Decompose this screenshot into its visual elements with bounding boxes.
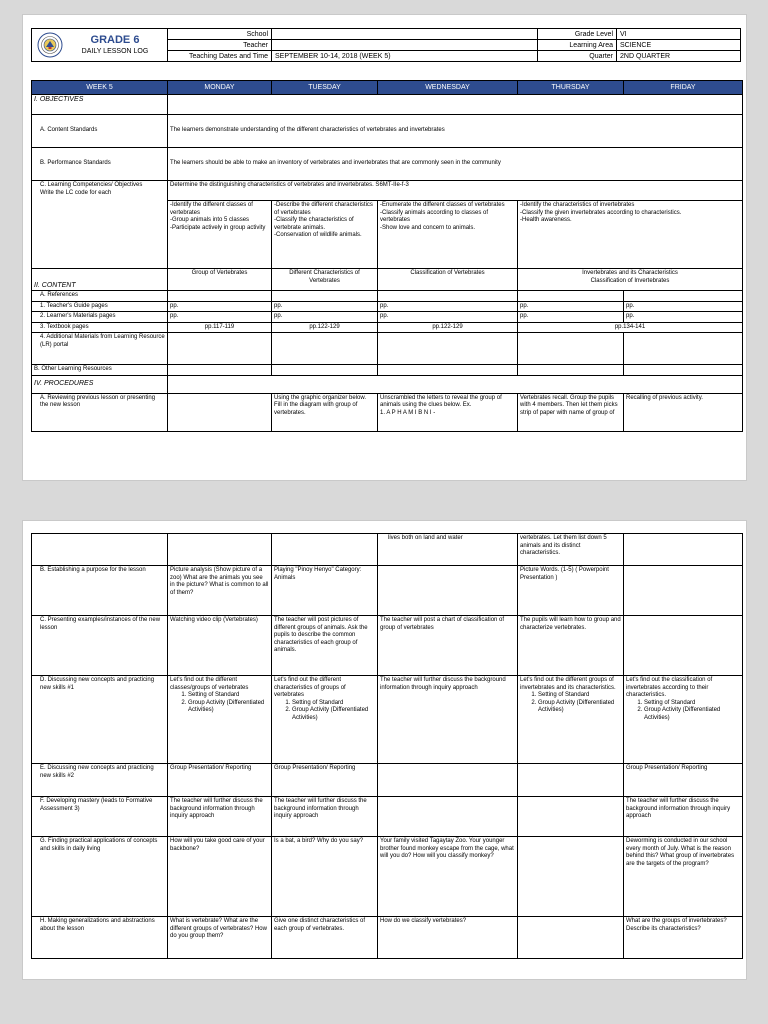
list-item: 2. Group Activity (Differentiated Activities) <box>188 700 269 715</box>
tg-tuesday: pp. <box>272 301 378 312</box>
procedure-c-tuesday: The teacher will post pictures of different groups of animals. Ask the pupils to describe the common characteristics of each group of animals. <box>272 616 378 676</box>
list-item: 2. Group Activity (Differentiated Activities) <box>292 707 375 722</box>
objectives-wednesday <box>378 201 518 269</box>
procedure-b-label: B. Establishing a purpose for the lesson <box>32 566 168 616</box>
procedure-d-wednesday: The teacher will further discuss the background information through inquiry approach <box>378 676 518 764</box>
page-2 <box>22 520 747 980</box>
competencies-text: Determine the distinguishing characteristics of vertebrates and invertebrates. S6MT-IIe-f-3 <box>168 181 743 201</box>
procedure-g-wednesday: Your family visited Tagaytay Zoo. Your younger brother found monkey escape from the cage, what will you do? How will you classify monkey? <box>378 837 518 917</box>
procedure-c-label: C. Presenting examples/instances of the new lesson <box>32 616 168 676</box>
procedure-d-thu-text: Let's find out the different groups of invertebrates and its characteristics. <box>520 677 616 691</box>
objective-item: -Classify the given invertebrates according to characteristics. <box>520 209 682 216</box>
tg-thursday: pp. <box>518 301 624 312</box>
content-standards-label: A. Content Standards <box>32 115 168 148</box>
lm-monday: pp. <box>168 312 272 323</box>
quarter-label: Quarter <box>538 51 617 62</box>
lm-wednesday: pp. <box>378 312 518 323</box>
procedure-a-friday: Recalling of previous activity. <box>624 393 743 431</box>
list-item: 1. Setting of Standard <box>644 700 740 708</box>
lm-pages-label: 2. Learner's Materials pages <box>32 312 168 323</box>
procedure-d-monday <box>168 676 272 764</box>
tb-tuesday: pp.122-129 <box>272 322 378 333</box>
objective-item: -Health awareness. <box>520 217 572 223</box>
quarter-value: 2ND QUARTER <box>617 51 741 62</box>
lm-tuesday: pp. <box>272 312 378 323</box>
procedure-e-friday: Group Presentation/ Reporting <box>624 764 743 797</box>
week-header: WEEK 5 <box>32 81 168 95</box>
competencies-label <box>32 181 168 269</box>
procedure-g-tuesday: Is a bat, a bird? Why do you say? <box>272 837 378 917</box>
content-monday: Group of Vertebrates <box>168 269 272 291</box>
friday-header: FRIDAY <box>624 81 743 95</box>
learning-area-label: Learning Area <box>538 40 617 51</box>
procedure-f-tuesday: The teacher will further discuss the background information through inquiry approach <box>272 797 378 837</box>
dates-label: Teaching Dates and Time <box>168 51 272 62</box>
objectives-thursday <box>518 201 743 269</box>
procedure-f-label: F. Developing mastery (leads to Formative Assessment 3) <box>32 797 168 837</box>
procedure-h-monday: What is vertebrate? What are the different groups of vertebrates? How do you group them? <box>168 917 272 959</box>
tg-pages-label: 1. Teacher's Guide pages <box>32 301 168 312</box>
deped-seal-icon <box>37 32 63 58</box>
procedure-b-monday: Picture analysis (Show picture of a zoo) What are the animals you see in the picture? What is common to all of them? <box>168 566 272 616</box>
objective-item: -Enumerate the different classes of vertebrates <box>380 202 505 208</box>
procedure-c-wednesday: The teacher will post a chart of classification of group of vertebrates <box>378 616 518 676</box>
logo-cell <box>32 29 168 62</box>
tb-thursday-friday: pp.134-141 <box>518 322 743 333</box>
thursday-header: THURSDAY <box>518 81 624 95</box>
objective-item: -Classify the characteristics of vertebrate animals. <box>274 217 354 231</box>
objectives-heading: I. OBJECTIVES <box>32 95 168 115</box>
procedure-h-tuesday: Give one distinct characteristics of each group of vertebrates. <box>272 917 378 959</box>
objective-item: -Participate actively in group activity <box>170 224 266 231</box>
list-item: 1. Setting of Standard <box>292 700 375 708</box>
competencies-sub: Write the LC code for each <box>40 189 112 196</box>
procedures-heading: IV. PROCEDURES <box>32 375 168 393</box>
dates-value: SEPTEMBER 10-14, 2018 (WEEK 5) <box>272 51 538 62</box>
procedure-a-tuesday: Using the graphic organizer below. Fill in the diagram with group of vertebrates. <box>272 393 378 431</box>
procedure-h-friday: What are the groups of invertebrates? Describe its characteristics? <box>624 917 743 959</box>
procedure-a-thu-continued: vertebrates. Let them list down 5 animals and its distinct characteristics. <box>518 534 624 566</box>
procedure-e-label: E. Discussing new concepts and practicing new skills #2 <box>32 764 168 797</box>
tg-monday: pp. <box>168 301 272 312</box>
procedure-a-monday <box>168 393 272 431</box>
tg-wednesday: pp. <box>378 301 518 312</box>
objective-item: -Identify the characteristics of invertebrates <box>520 202 635 208</box>
content-heading: II. CONTENT <box>32 269 168 291</box>
procedure-d-label: D. Discussing new concepts and practicing new skills #1 <box>32 676 168 764</box>
tuesday-header: TUESDAY <box>272 81 378 95</box>
procedure-f-friday: The teacher will further discuss the background information through inquiry approach <box>624 797 743 837</box>
procedure-h-wednesday: How do we classify vertebrates? <box>378 917 518 959</box>
objectives-tuesday <box>272 201 378 269</box>
procedure-a-wed-item: 1. A P H A M I B N I - <box>380 409 436 416</box>
objectives-monday <box>168 201 272 269</box>
page-1 <box>22 14 747 481</box>
grade-level-label: Grade Level <box>538 29 617 40</box>
content-standards-text: The learners demonstrate understanding of the different characteristics of vertebrates and invertebrates <box>168 115 743 148</box>
teacher-value <box>272 40 538 51</box>
lm-thursday: pp. <box>518 312 624 323</box>
lesson-table-2 <box>31 533 743 959</box>
day-header-row <box>32 81 743 95</box>
grade-title: GRADE 6 <box>90 34 140 46</box>
procedure-a-wed-text: Unscrambled the letters to reveal the group of animals using the clues below. Ex. <box>380 394 502 408</box>
performance-standards-text: The learners should be able to make an inventory of vertebrates and invertebrates that are commonly seen in the community <box>168 148 743 181</box>
list-item: 2. Group Activity (Differentiated Activities) <box>538 700 621 715</box>
procedure-b-thursday: Picture Words. (1-5) ( Powerpoint Presentation ) <box>518 566 624 616</box>
monday-header: MONDAY <box>168 81 272 95</box>
procedure-d-tue-text: Let's find out the different characteristics of groups of vertebrates <box>274 677 346 698</box>
tb-pages-label: 3. Textbook pages <box>32 322 168 333</box>
procedure-d-thursday <box>518 676 624 764</box>
content-tuesday: Different Characteristics of Vertebrates <box>272 269 378 291</box>
references-label: A. References <box>32 291 168 302</box>
tb-wednesday: pp.122-129 <box>378 322 518 333</box>
list-item: 1. Setting of Standard <box>538 692 621 700</box>
tb-monday: pp.117-119 <box>168 322 272 333</box>
procedure-g-monday: How will you take good care of your backbone? <box>168 837 272 917</box>
objective-item: -Group animals into 5 classes <box>170 217 250 223</box>
procedure-e-monday: Group Presentation/ Reporting <box>168 764 272 797</box>
objective-item: -Show love and concern to animals. <box>380 224 476 231</box>
objective-item: -Classify animals according to classes of vertebrates <box>380 209 489 223</box>
doc-title: DAILY LESSON LOG <box>81 48 149 55</box>
procedures-blank <box>168 375 743 393</box>
procedure-h-label: H. Making generalizations and abstractions about the lesson <box>32 917 168 959</box>
performance-standards-label: B. Performance Standards <box>32 148 168 181</box>
school-label: School <box>168 29 272 40</box>
lesson-table-1 <box>31 80 743 432</box>
objectives-blank <box>168 95 743 115</box>
grade-level-value: VI <box>617 29 741 40</box>
wednesday-header: WEDNESDAY <box>378 81 518 95</box>
procedure-a-thursday: Vertebrates recall. Group the pupils with 4 members. Then let them picks strip of paper with name of group of <box>518 393 624 431</box>
teacher-label: Teacher <box>168 40 272 51</box>
procedure-a-wednesday <box>378 393 518 431</box>
procedure-f-monday: The teacher will further discuss the background information through inquiry approach <box>168 797 272 837</box>
objective-item: -Conservation of wildlife animals. <box>274 232 362 238</box>
tg-friday: pp. <box>624 301 743 312</box>
procedure-e-tuesday: Group Presentation/ Reporting <box>272 764 378 797</box>
procedure-g-friday: Deworming is conducted in our school every month of July. What is the reason behind this? What group of invertebrates are the targets of the program? <box>624 837 743 917</box>
competencies-title: C. Learning Competencies/ Objectives <box>40 182 143 188</box>
procedure-d-friday <box>624 676 743 764</box>
content-wednesday: Classification of Vertebrates <box>378 269 518 291</box>
procedure-b-tuesday: Playing "Pinoy Henyo" Category: Animals <box>272 566 378 616</box>
list-item: 1. Setting of Standard <box>188 692 269 700</box>
objective-item: -Identify the different classes of vertebrates <box>170 202 253 216</box>
procedure-d-mon-text: Let's find out the different classes/groups of vertebrates <box>170 677 249 691</box>
lm-friday: pp. <box>624 312 743 323</box>
procedure-d-tuesday <box>272 676 378 764</box>
content-thufri-line1: Invertebrates and its Characteristics <box>582 270 678 276</box>
procedure-g-label: G. Finding practical applications of concepts and skills in daily living <box>32 837 168 917</box>
additional-materials-label: 4. Additional Materials from Learning Resource (LR) portal <box>32 333 168 365</box>
procedure-c-monday: Watching video clip (Vertebrates) <box>168 616 272 676</box>
school-value <box>272 29 538 40</box>
procedure-a-wed-continued: lives both on land and water <box>378 534 518 566</box>
learning-area-value: SCIENCE <box>617 40 741 51</box>
procedure-a-label: A. Reviewing previous lesson or presenting the new lesson <box>32 393 168 431</box>
list-item: 2. Group Activity (Differentiated Activities) <box>644 707 740 722</box>
header-table <box>31 28 741 62</box>
procedure-d-fri-text: Let's find out the classification of invertebrates according to their characteristics. <box>626 677 713 698</box>
content-thursday-friday <box>518 269 743 291</box>
other-resources-label: B. Other Learning Resources <box>32 365 168 376</box>
procedure-c-thursday: The pupils will learn how to group and characterize vertebrates. <box>518 616 624 676</box>
content-thufri-line2: Classification of Invertebrates <box>590 277 670 284</box>
objective-item: -Describe the different characteristics of vertebrates <box>274 202 373 216</box>
